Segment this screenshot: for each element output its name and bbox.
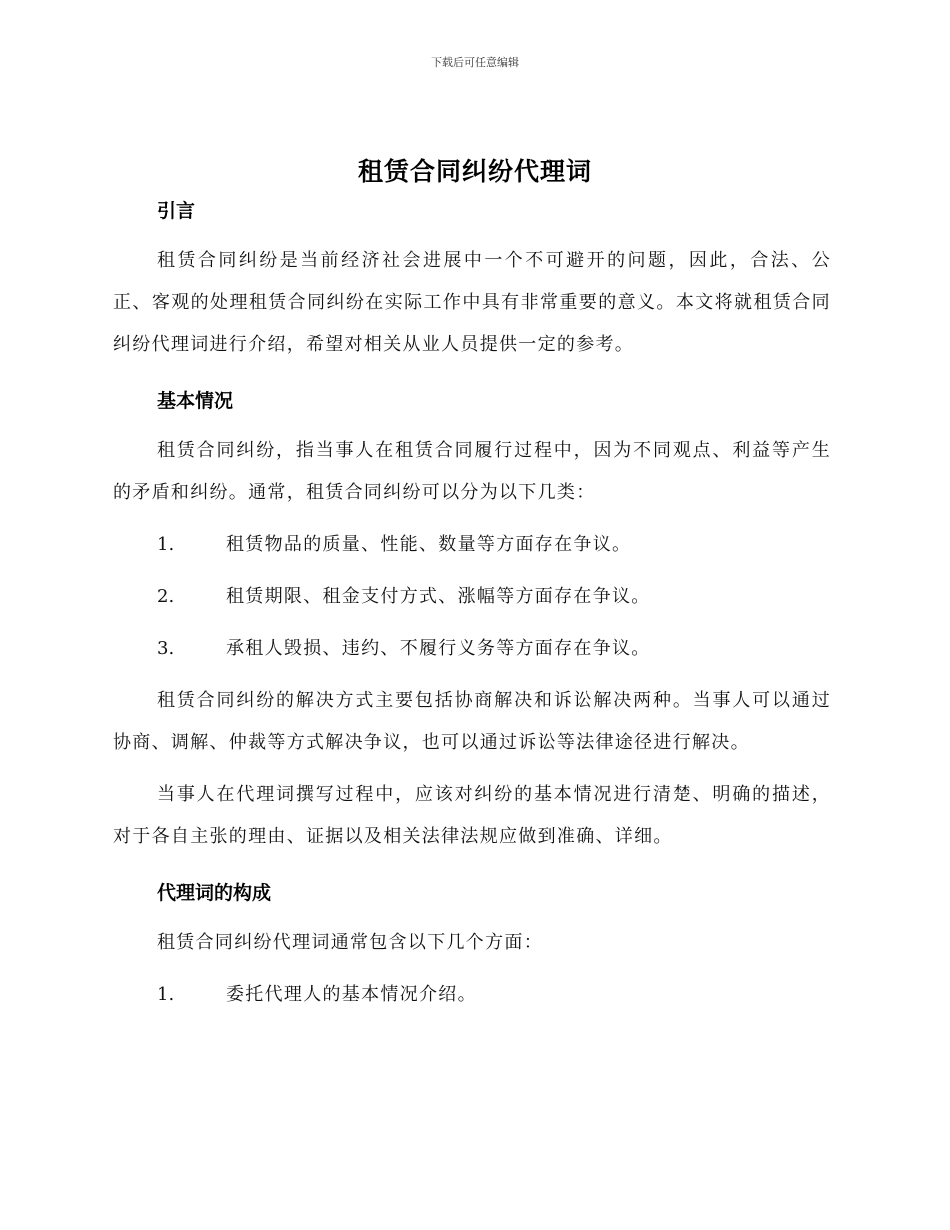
- list-item: [113, 628, 831, 670]
- list-number: 1.: [157, 534, 175, 555]
- document-title: 租赁合同纠纷代理词: [357, 157, 592, 186]
- header-note: 下载后可任意编辑: [431, 56, 519, 69]
- document-body: [113, 196, 831, 1016]
- list-number: 3.: [157, 638, 175, 659]
- section-heading-basic: 基本情况: [157, 390, 234, 412]
- list-number: 2.: [157, 586, 175, 607]
- section-heading-structure: 代理词的构成: [157, 882, 272, 904]
- list-item: [113, 524, 831, 566]
- basic-paragraph-1: 租赁合同纠纷，指当事人在租赁合同履行过程中，因为不同观点、利益等产生的矛盾和纠纷。通常，租赁合同纠纷可以分为以下几类：: [113, 440, 831, 503]
- list-text: 租赁物品的质量、性能、数量等方面存在争议。: [226, 534, 632, 555]
- list-text: 委托代理人的基本情况介绍。: [226, 984, 477, 1005]
- intro-paragraph: 租赁合同纠纷是当前经济社会进展中一个不可避开的问题，因此，合法、公正、客观的处理租赁合同纠纷在实际工作中具有非常重要的意义。本文将就租赁合同纠纷代理词进行介绍，希望对相关从业人员提供一定的参考。: [113, 250, 831, 355]
- basic-paragraph-2: 租赁合同纠纷的解决方式主要包括协商解决和诉讼解决两种。当事人可以通过协商、调解、仲裁等方式解决争议，也可以通过诉讼等法律途径进行解决。: [113, 690, 831, 753]
- structure-paragraph-1: 租赁合同纠纷代理词通常包含以下几个方面：: [157, 932, 543, 953]
- list-number: 1.: [157, 984, 175, 1005]
- list-item: [113, 974, 831, 1016]
- list-text: 承租人毁损、违约、不履行义务等方面存在争议。: [226, 638, 651, 659]
- section-heading-intro: 引言: [157, 200, 196, 222]
- list-item: [113, 576, 831, 618]
- list-text: 租赁期限、租金支付方式、涨幅等方面存在争议。: [226, 586, 651, 607]
- basic-paragraph-3: 当事人在代理词撰写过程中，应该对纠纷的基本情况进行清楚、明确的描述，对于各自主张的理由、证据以及相关法律法规应做到准确、详细。: [113, 784, 831, 847]
